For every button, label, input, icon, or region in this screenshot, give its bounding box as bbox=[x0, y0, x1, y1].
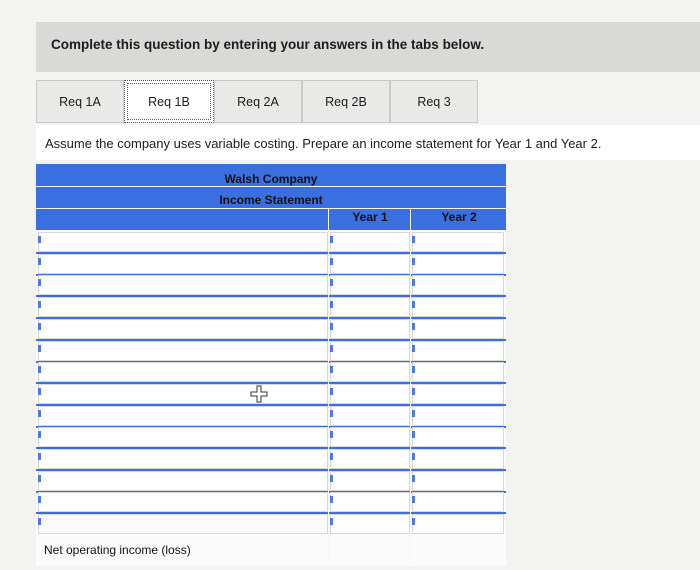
line-item-input[interactable] bbox=[38, 341, 328, 361]
statement-header bbox=[36, 164, 506, 230]
column-header-year-1: Year 1 bbox=[352, 210, 388, 224]
year-1-input[interactable] bbox=[330, 275, 410, 295]
year-2-input[interactable] bbox=[412, 384, 504, 404]
year-1-input[interactable] bbox=[330, 319, 410, 339]
total-label-cell bbox=[38, 514, 328, 534]
line-item-input[interactable] bbox=[38, 362, 328, 382]
tab-req-2a[interactable]: Req 2A bbox=[214, 80, 302, 123]
year-1-input[interactable] bbox=[330, 362, 410, 382]
year-1-input[interactable] bbox=[330, 492, 410, 512]
year-2-input[interactable] bbox=[412, 232, 504, 252]
year-2-input[interactable] bbox=[412, 406, 504, 426]
line-item-input[interactable] bbox=[38, 232, 328, 252]
tab-req-2b[interactable]: Req 2B bbox=[302, 80, 390, 123]
year-1-input[interactable] bbox=[330, 406, 410, 426]
statement-row bbox=[36, 406, 506, 428]
year-2-input[interactable] bbox=[412, 341, 504, 361]
statement-row bbox=[36, 319, 506, 341]
year-2-input[interactable] bbox=[412, 362, 504, 382]
income-statement-sheet bbox=[36, 164, 506, 566]
statement-row bbox=[36, 449, 506, 471]
column-header-year-2: Year 2 bbox=[441, 210, 477, 224]
statement-title: Income Statement bbox=[219, 193, 323, 207]
statement-row bbox=[36, 254, 506, 276]
line-item-input[interactable] bbox=[38, 297, 328, 317]
tab-req-1b[interactable]: Req 1B bbox=[124, 80, 214, 123]
net-operating-income-label: Net operating income (loss) bbox=[44, 543, 191, 557]
year-2-input[interactable] bbox=[412, 514, 504, 534]
statement-row bbox=[36, 362, 506, 384]
year-2-input[interactable] bbox=[412, 297, 504, 317]
year-2-input[interactable] bbox=[412, 492, 504, 512]
year-1-input[interactable] bbox=[330, 449, 410, 469]
question-prompt: Complete this question by entering your answers in the tabs below. bbox=[51, 37, 485, 52]
requirement-tabs bbox=[36, 80, 478, 124]
instruction-bar bbox=[36, 125, 700, 160]
year-2-input[interactable] bbox=[412, 471, 504, 491]
statement-row bbox=[36, 384, 506, 406]
line-item-input[interactable] bbox=[38, 319, 328, 339]
line-item-input[interactable] bbox=[38, 449, 328, 469]
year-1-input[interactable] bbox=[330, 254, 410, 274]
statement-row bbox=[36, 471, 506, 493]
line-item-input[interactable] bbox=[38, 384, 328, 404]
year-1-input[interactable] bbox=[330, 232, 410, 252]
statement-row bbox=[36, 297, 506, 319]
year-1-input[interactable] bbox=[330, 514, 410, 534]
statement-row bbox=[36, 492, 506, 514]
year-2-input[interactable] bbox=[412, 319, 504, 339]
line-item-input[interactable] bbox=[38, 471, 328, 491]
tab-req-1a[interactable]: Req 1A bbox=[36, 80, 124, 123]
line-item-input[interactable] bbox=[38, 492, 328, 512]
statement-row bbox=[36, 275, 506, 297]
year-1-input[interactable] bbox=[330, 297, 410, 317]
question-header bbox=[36, 22, 700, 72]
statement-row bbox=[36, 232, 506, 254]
line-item-input[interactable] bbox=[38, 406, 328, 426]
instruction-text: Assume the company uses variable costing. Prepare an income statement for Year 1 and Year 2. bbox=[45, 136, 602, 151]
line-item-input[interactable] bbox=[38, 427, 328, 447]
year-1-input[interactable] bbox=[330, 471, 410, 491]
tab-req-3[interactable]: Req 3 bbox=[390, 80, 478, 123]
year-2-input[interactable] bbox=[412, 427, 504, 447]
statement-row bbox=[36, 341, 506, 363]
year-2-input[interactable] bbox=[412, 254, 504, 274]
year-1-input[interactable] bbox=[330, 341, 410, 361]
line-item-input[interactable] bbox=[38, 254, 328, 274]
year-2-input[interactable] bbox=[412, 275, 504, 295]
statement-row bbox=[36, 514, 506, 536]
year-2-input[interactable] bbox=[412, 449, 504, 469]
statement-row bbox=[36, 427, 506, 449]
year-1-input[interactable] bbox=[330, 427, 410, 447]
move-cursor-icon bbox=[250, 385, 268, 403]
company-name: Walsh Company bbox=[224, 172, 318, 186]
year-1-input[interactable] bbox=[330, 384, 410, 404]
line-item-input[interactable] bbox=[38, 275, 328, 295]
